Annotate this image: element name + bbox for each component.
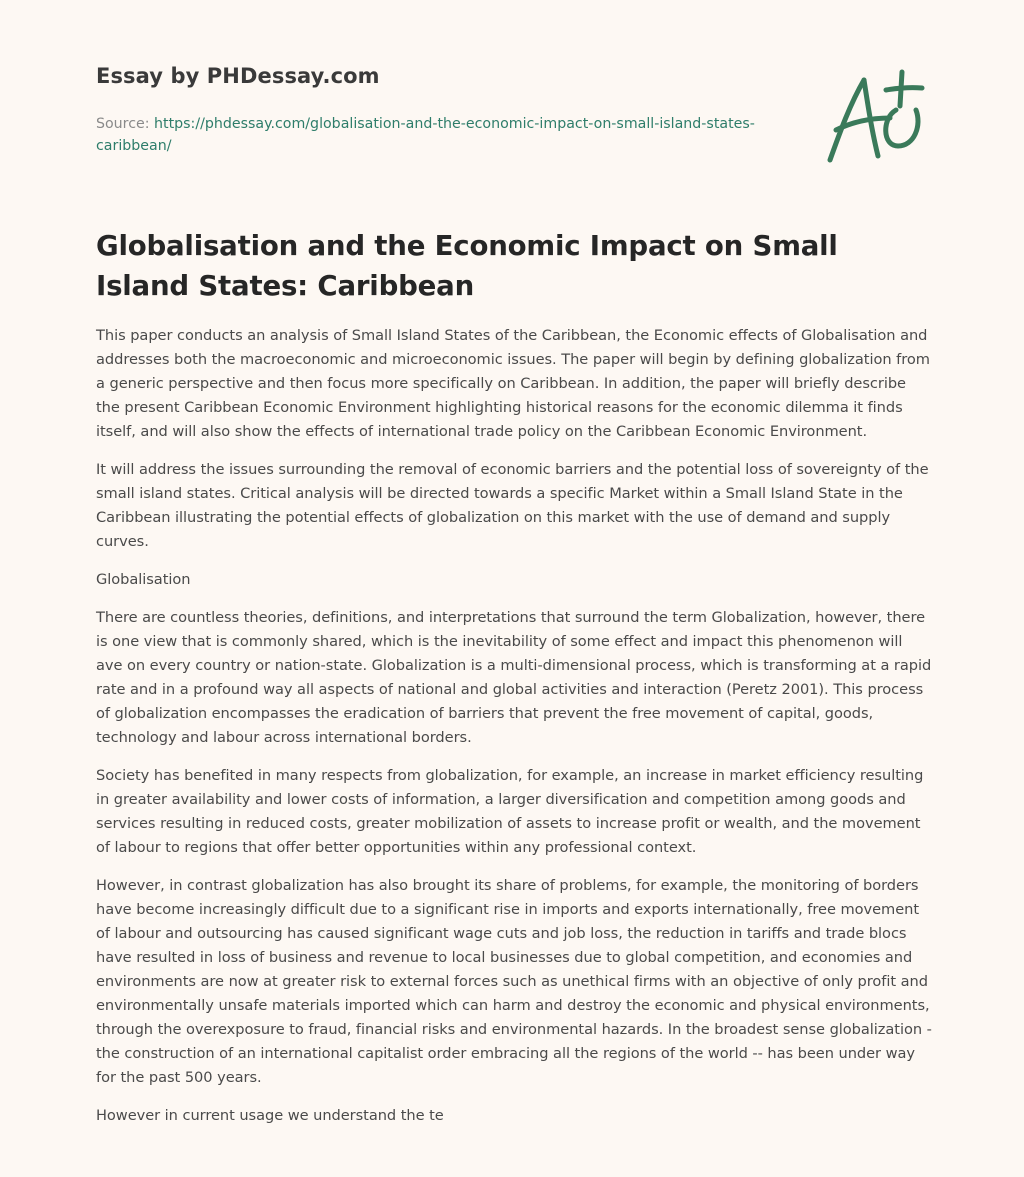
paragraph: There are countless theories, definitions, and interpretations that surround the term Globalization, however, there is one view that is commonly shared, which is the inevitability of some effect and impact this phenomenon will ave on every country or nation-state. Globalization is a multi-dimensional process, which is transforming at a rapid rate and in a profound way all aspects of national and global activities and interaction (Peretz 2001). This process of globalization encompasses the eradication of barriers that prevent the free movement of capital, goods, technology and labour across international borders. <box>96 609 932 746</box>
paragraph-truncated: However in current usage we understand the te <box>96 1107 444 1124</box>
paragraph: This paper conducts an analysis of Small Island States of the Caribbean, the Economic effects of Globalisation and addresses both the macroeconomic and microeconomic issues. The paper will begin by defining globalization from a generic perspective and then focus more specifically on Caribbean. In addition, the paper will briefly describe the present Caribbean Economic Environment highlighting historical reasons for the economic dilemma it finds itself, and will also show the effects of international trade policy on the Caribbean Economic Environment. <box>96 327 930 440</box>
paragraph: However, in contrast globalization has also brought its share of problems, for example, the monitoring of borders have become increasingly difficult due to a significant rise in imports and exports internationally, free movement of labour and outsourcing has caused significant wage cuts and job loss, the reduction in tariffs and trade blocs have resulted in loss of business and revenue to local businesses due to global competition, and economies and environments are now at greater risk to external forces such as unethical firms with an objective of only profit and environmentally unsafe materials imported which can harm and destroy the economic and physical environments, through the overexposure to fraud, financial risks and environmental hazards. In the broadest sense globalization - the construction of an international capitalist order embracing all the regions of the world -- has been under way for the past 500 years. <box>96 877 932 1086</box>
a-plus-logo-icon <box>818 66 930 170</box>
article-body <box>96 324 932 1142</box>
paragraph: Society has benefited in many respects from globalization, for example, an increase in market efficiency resulting in greater availability and lower costs of information, a larger diversification and competition among goods and services resulting in reduced costs, greater mobilization of assets to increase profit or wealth, and the movement of labour to regions that offer better opportunities within any professional context. <box>96 767 924 856</box>
source-link[interactable]: https://phdessay.com/globalisation-and-the-economic-impact-on-small-island-states-caribbean/ <box>96 116 755 154</box>
source-label: Source: <box>96 116 150 132</box>
site-brand: Essay by PHDessay.com <box>96 64 380 88</box>
section-heading: Globalisation <box>96 571 191 588</box>
article-title: Globalisation and the Economic Impact on Small Island States: Caribbean <box>96 229 838 302</box>
source-line <box>96 113 756 157</box>
paragraph: It will address the issues surrounding the removal of economic barriers and the potential loss of sovereignty of the small island states. Critical analysis will be directed towards a specific Market within a Small Island State in the Caribbean illustrating the potential effects of globalization on this market with the use of demand and supply curves. <box>96 461 929 550</box>
